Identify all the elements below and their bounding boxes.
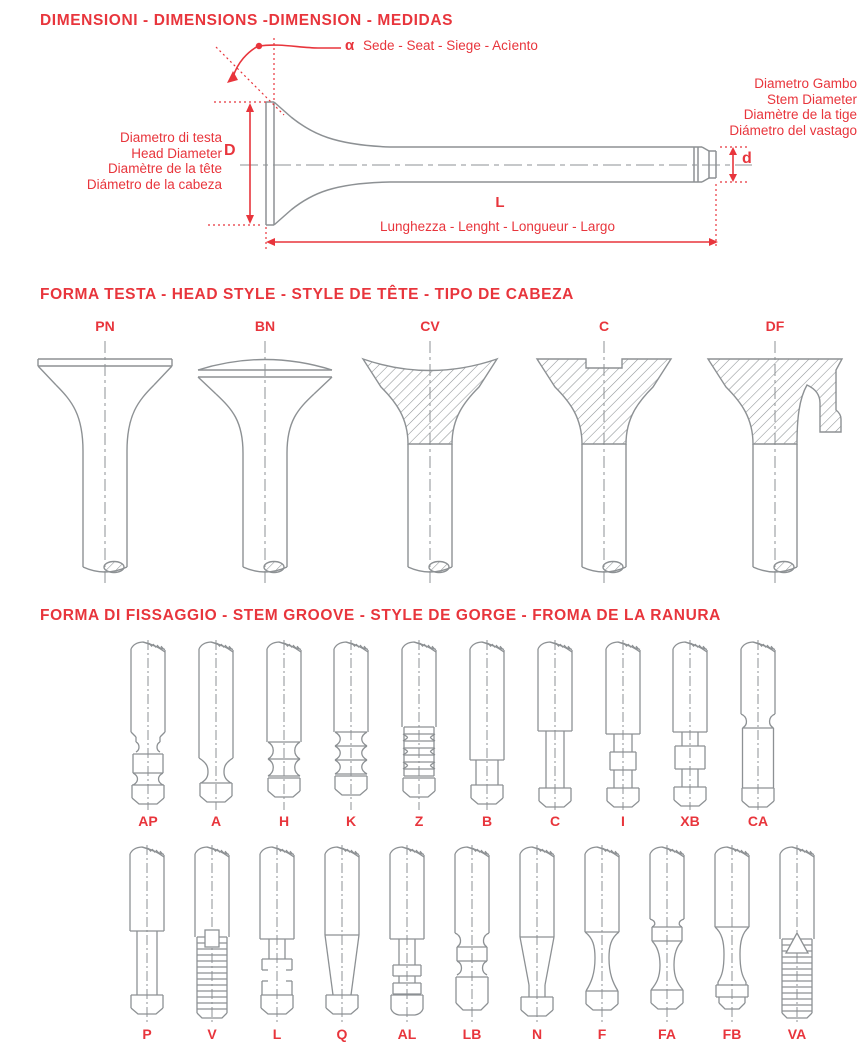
stem-diameter-line: Diamètre de la tige xyxy=(743,107,857,122)
stem-groove-label: F xyxy=(597,1026,607,1042)
stem-groove-column-fa xyxy=(639,845,695,1044)
stem-groove-label: FA xyxy=(658,1026,676,1042)
stem-groove-label: A xyxy=(210,813,222,829)
head-style-figure-df xyxy=(700,339,850,589)
head-style-label: C xyxy=(598,318,610,334)
head-style-column-bn xyxy=(190,318,340,589)
stem-groove-figure-f xyxy=(574,845,630,1023)
stem-groove-column-p xyxy=(119,845,175,1044)
stem-groove-label: H xyxy=(278,813,290,829)
stem-groove-label: VA xyxy=(787,1026,807,1042)
head-style-column-df xyxy=(700,318,850,589)
stem-groove-figure-ap xyxy=(120,640,176,810)
stem-groove-figure-k xyxy=(323,640,379,810)
stem-groove-figure-h xyxy=(256,640,312,810)
stem-groove-column-v xyxy=(184,845,240,1044)
stem-groove-column-n xyxy=(509,845,565,1044)
stem-groove-column-f xyxy=(574,845,630,1044)
stem-groove-figure-i xyxy=(595,640,651,810)
stem-groove-column-b xyxy=(459,640,515,831)
stem-groove-label: LB xyxy=(462,1026,482,1042)
head-style-figure-cv xyxy=(355,339,505,589)
stem-groove-figure-a xyxy=(188,640,244,810)
head-diameter-line: Head Diameter xyxy=(131,145,222,161)
stem-groove-figure-fa xyxy=(639,845,695,1023)
stem-groove-column-h xyxy=(256,640,312,831)
stem-groove-label: AP xyxy=(138,813,158,829)
head-style-figure-bn xyxy=(190,339,340,589)
stem-groove-label: K xyxy=(345,813,357,829)
head-style-column-cv xyxy=(355,318,505,589)
seat-angle-label-row xyxy=(345,38,538,54)
stem-groove-figure-al xyxy=(379,845,435,1023)
stem-groove-column-xb xyxy=(662,640,718,831)
angle-symbol: α xyxy=(345,37,355,54)
length-label: Lunghezza - Lenght - Longueur - Largo xyxy=(380,219,615,234)
stem-groove-column-q xyxy=(314,845,370,1044)
stem-groove-column-lb xyxy=(444,845,500,1044)
stem-groove-column-al xyxy=(379,845,435,1044)
head-style-label: PN xyxy=(95,318,115,334)
stem-groove-column-va xyxy=(769,845,825,1044)
stem-groove-figure-z xyxy=(391,640,447,810)
stem-groove-label: B xyxy=(481,813,493,829)
stem-diameter-line: Diametro Gambo xyxy=(754,76,857,91)
stem-groove-label: P xyxy=(142,1026,152,1042)
stem-groove-label: C xyxy=(549,813,561,829)
stem-groove-figure-c xyxy=(527,640,583,810)
seat-angle-leader xyxy=(259,45,341,48)
stem-diameter-symbol: d xyxy=(742,150,752,167)
stem-groove-label: XB xyxy=(680,813,700,829)
stem-groove-figure-v xyxy=(184,845,240,1023)
stem-groove-column-ca xyxy=(730,640,786,831)
stem-groove-column-fb xyxy=(704,845,760,1044)
head-style-label: CV xyxy=(420,318,440,334)
head-style-column-pn xyxy=(30,318,180,589)
stem-groove-label: L xyxy=(272,1026,282,1042)
head-diameter-label-block xyxy=(2,130,222,192)
stem-groove-label: N xyxy=(531,1026,543,1042)
stem-groove-figure-q xyxy=(314,845,370,1023)
stem-groove-label: Q xyxy=(336,1026,348,1042)
stem-groove-column-c xyxy=(527,640,583,831)
stem-groove-figure-ca xyxy=(730,640,786,810)
stem-groove-column-a xyxy=(188,640,244,831)
head-diameter-line: Diámetro de la cabeza xyxy=(86,176,222,192)
stem-groove-column-i xyxy=(595,640,651,831)
stem-groove-figure-l xyxy=(249,845,305,1023)
stem-groove-figure-n xyxy=(509,845,565,1023)
seat-angle-arc xyxy=(233,45,260,77)
length-symbol: L xyxy=(495,194,505,211)
stem-groove-figure-fb xyxy=(704,845,760,1023)
stem-groove-figure-xb xyxy=(662,640,718,810)
stem-diameter-label-block xyxy=(729,76,857,138)
stem-groove-figure-lb xyxy=(444,845,500,1023)
stem-groove-label: V xyxy=(207,1026,217,1042)
dimension-annotations xyxy=(208,38,750,249)
stem-groove-column-l xyxy=(249,845,305,1044)
stem-diameter-line: Stem Diameter xyxy=(766,91,857,107)
stem-grooves-title: FORMA DI FISSAGGIO - STEM GROOVE - STYLE DE GORGE - FROMA DE LA RANURA xyxy=(40,607,721,624)
dimensions-title: DIMENSIONI - DIMENSIONS -DIMENSION - MEDIDAS xyxy=(40,12,454,29)
stem-groove-column-k xyxy=(323,640,379,831)
stem-groove-figure-va xyxy=(769,845,825,1023)
stem-groove-figure-b xyxy=(459,640,515,810)
head-diameter-line: Diamètre de la tête xyxy=(107,161,222,176)
stem-groove-label: AL xyxy=(397,1026,417,1042)
stem-groove-label: CA xyxy=(747,813,769,829)
stem-groove-column-ap xyxy=(120,640,176,831)
stem-groove-label: I xyxy=(621,813,625,829)
head-diameter-line: Diametro di testa xyxy=(119,130,222,145)
head-style-column-c xyxy=(529,318,679,589)
seat-label: Sede - Seat - Siege - Acìento xyxy=(363,38,538,53)
head-styles-title: FORMA TESTA - HEAD STYLE - STYLE DE TÊTE - TIPO DE CABEZA xyxy=(40,286,574,303)
stem-groove-label: Z xyxy=(414,813,424,829)
stem-groove-figure-p xyxy=(119,845,175,1023)
head-diameter-symbol: D xyxy=(224,142,236,159)
head-style-figure-pn xyxy=(30,339,180,589)
stem-diameter-line: Diámetro del vastago xyxy=(729,122,857,138)
head-style-figure-c xyxy=(529,339,679,589)
stem-groove-label: FB xyxy=(722,1026,742,1042)
stem-groove-column-z xyxy=(391,640,447,831)
head-style-label: DF xyxy=(765,318,785,334)
head-style-label: BN xyxy=(254,318,276,334)
